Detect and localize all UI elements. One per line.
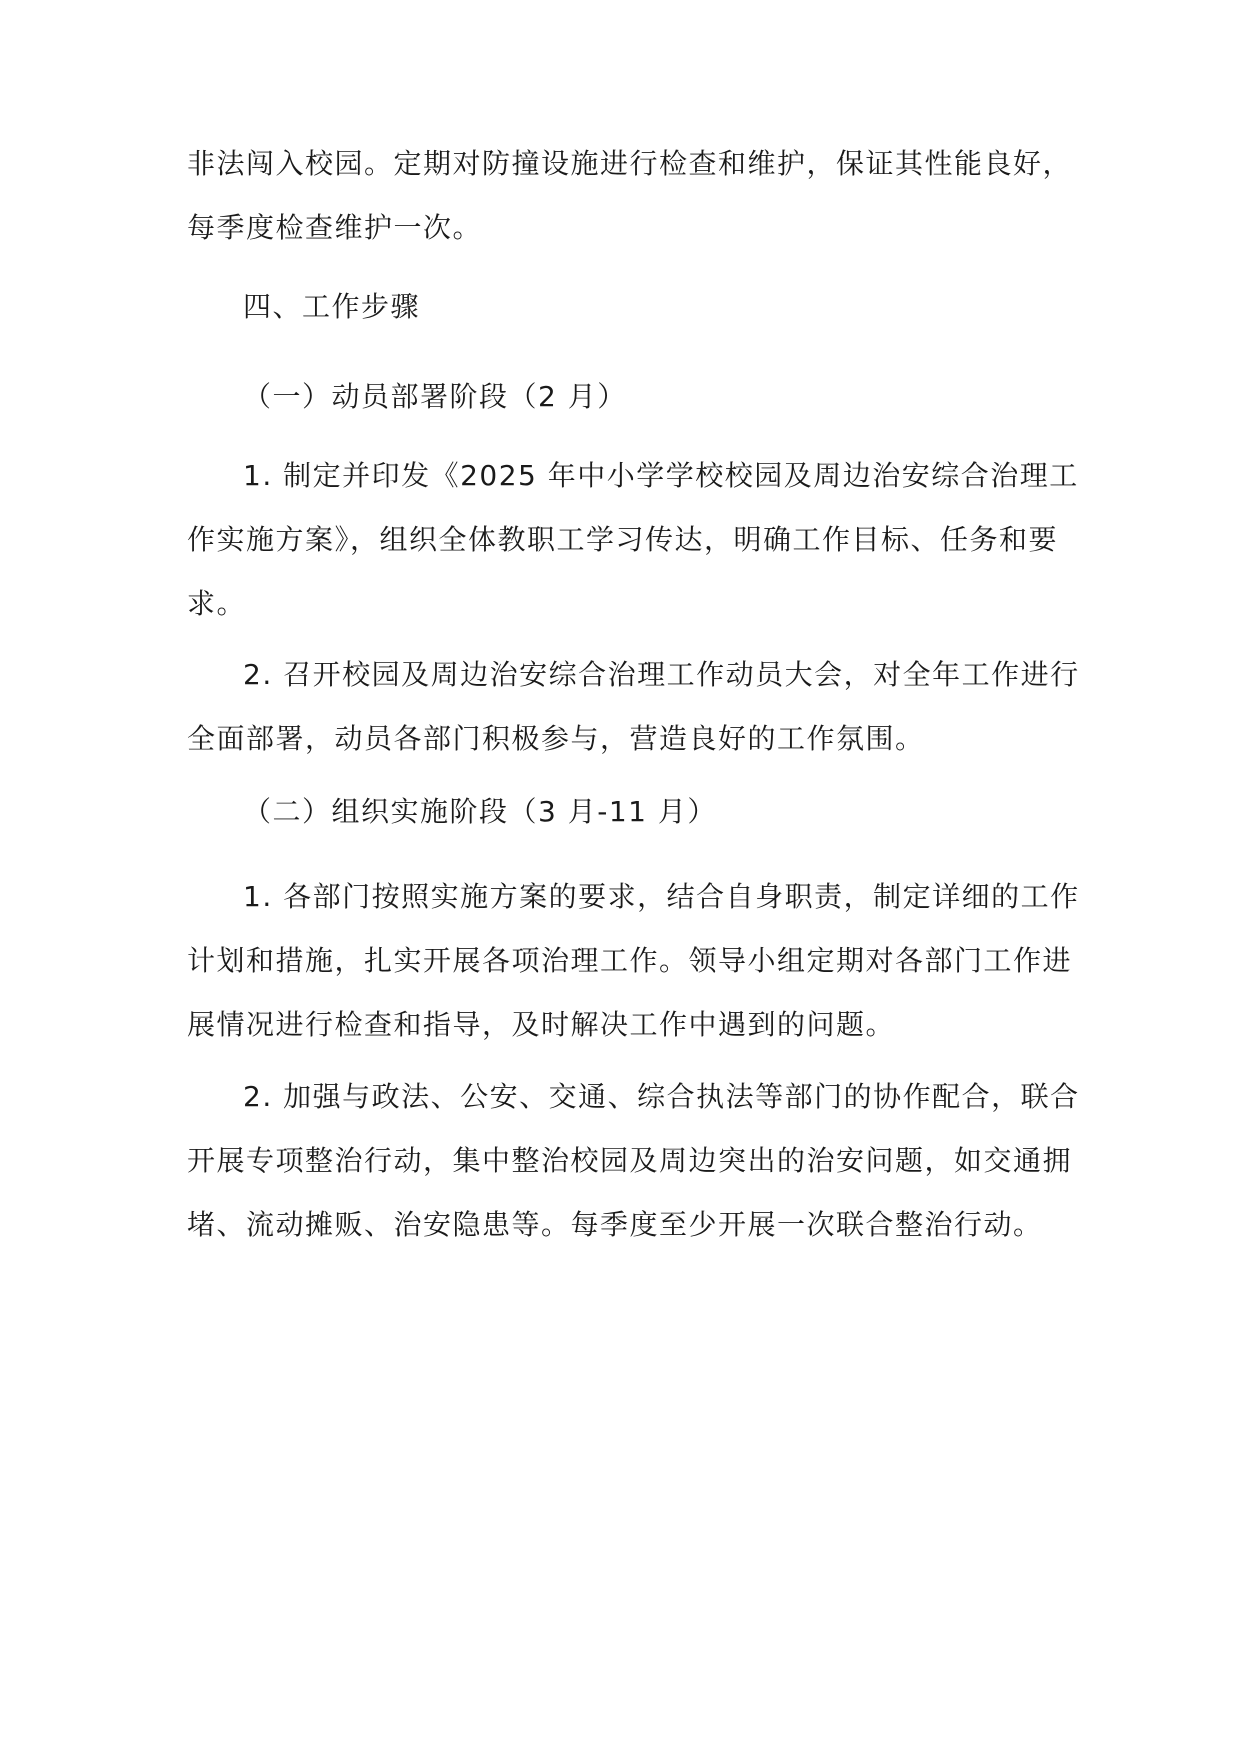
- paragraph: [187, 444, 1079, 636]
- subsection-heading: [187, 780, 1067, 844]
- text-line: 全面部署，动员各部门积极参与，营造良好的工作氛围。: [187, 722, 925, 755]
- text-line: 求。: [187, 587, 247, 620]
- paragraph-continuation: [187, 132, 1073, 260]
- paragraph: [187, 643, 1080, 771]
- text-line: 作实施方案》，组织全体教职工学习传达，明确工作目标、任务和要: [187, 523, 1059, 556]
- text-line: 堵、流动摊贩、治安隐患等。每季度至少开展一次联合整治行动。: [187, 1208, 1043, 1241]
- text-line: 1. 制定并印发《2025 年中小学学校校园及周边治安综合治理工: [243, 459, 1079, 492]
- text-line: 非法闯入校园。定期对防撞设施进行检查和维护，保证其性能良好，: [187, 147, 1073, 180]
- text-line: 计划和措施，扎实开展各项治理工作。领导小组定期对各部门工作进: [187, 944, 1073, 977]
- text-line: 2. 召开校园及周边治安综合治理工作动员大会，对全年工作进行: [243, 658, 1080, 691]
- text-line: 2. 加强与政法、公安、交通、综合执法等部门的协作配合，联合: [243, 1080, 1080, 1113]
- text-line: 每季度检查维护一次。: [187, 211, 483, 244]
- heading-text: （二）组织实施阶段（3 月-11 月）: [243, 795, 717, 828]
- subsection-heading: [187, 365, 1067, 429]
- heading-text: （一）动员部署阶段（2 月）: [243, 380, 627, 413]
- section-heading: [187, 275, 1067, 339]
- text-line: 开展专项整治行动，集中整治校园及周边突出的治安问题，如交通拥: [187, 1144, 1073, 1177]
- text-line: 展情况进行检查和指导，及时解决工作中遇到的问题。: [187, 1008, 896, 1041]
- paragraph: [187, 1065, 1080, 1257]
- text-line: 1. 各部门按照实施方案的要求，结合自身职责，制定详细的工作: [243, 880, 1080, 913]
- paragraph: [187, 865, 1080, 1057]
- heading-text: 四、工作步骤: [243, 290, 421, 323]
